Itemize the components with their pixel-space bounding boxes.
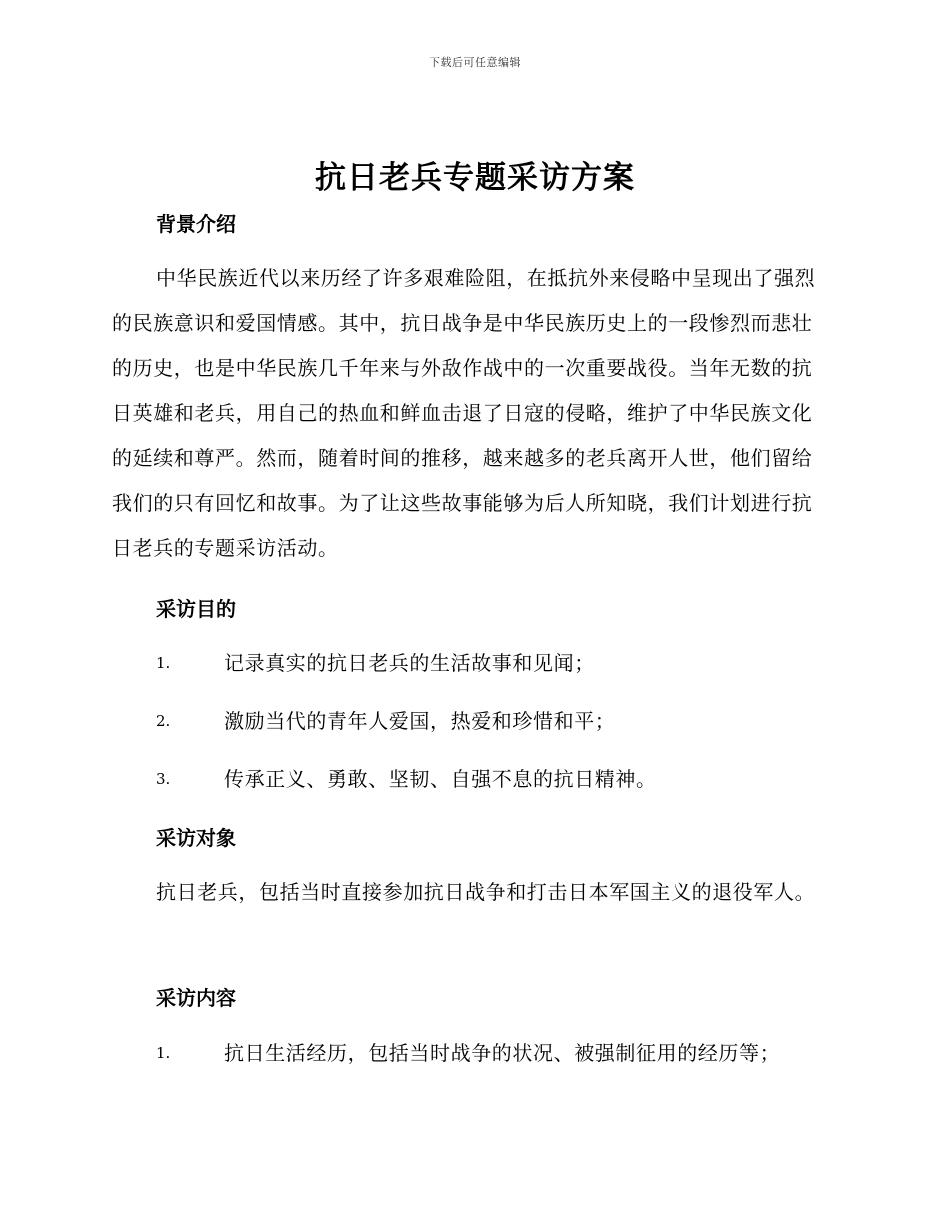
header-note: 下载后可任意编辑 (429, 56, 521, 69)
section-heading-content: 采访内容 (156, 986, 236, 1010)
document-title: 抗日老兵专题采访方案 (315, 160, 635, 196)
list-text: 传承正义、勇敢、坚韧、自强不息的抗日精神。 (224, 767, 657, 791)
purpose-list-item (156, 764, 846, 794)
subjects-paragraph: 抗日老兵，包括当时直接参加抗日战争和打击日本军国主义的退役军人。 (156, 880, 816, 904)
section-heading-background: 背景介绍 (156, 212, 236, 236)
purpose-list-item (156, 648, 846, 678)
section-heading-purpose: 采访目的 (156, 597, 236, 621)
background-paragraph: 中华民族近代以来历经了许多艰难险阻，在抵抗外来侵略中呈现出了强烈的民族意识和爱国情感。其中，抗日战争是中华民族历史上的一段惨烈而悲壮的历史，也是中华民族几千年来与外敌作战中的一次重要战役。当年无数的抗日英雄和老兵，用自己的热血和鲜血击退了日寇的侵略，维护了中华民族文化的延续和尊严。然而，随着时间的推移，越来越多的老兵离开人世，他们留给我们的只有回忆和故事。为了让这些故事能够为后人所知晓，我们计划进行抗日老兵的专题采访活动。 (112, 266, 816, 560)
list-text: 激励当代的青年人爱国，热爱和珍惜和平； (224, 709, 616, 733)
section-heading-subjects: 采访对象 (156, 826, 236, 850)
list-number: 2. (156, 712, 171, 730)
content-list-item (156, 1038, 846, 1068)
list-text: 抗日生活经历，包括当时战争的状况、被强制征用的经历等； (224, 1041, 781, 1065)
purpose-list-item (156, 706, 846, 736)
list-number: 1. (156, 654, 171, 672)
list-text: 记录真实的抗日老兵的生活故事和见闻； (224, 651, 595, 675)
list-number: 1. (156, 1044, 171, 1062)
list-number: 3. (156, 770, 171, 788)
